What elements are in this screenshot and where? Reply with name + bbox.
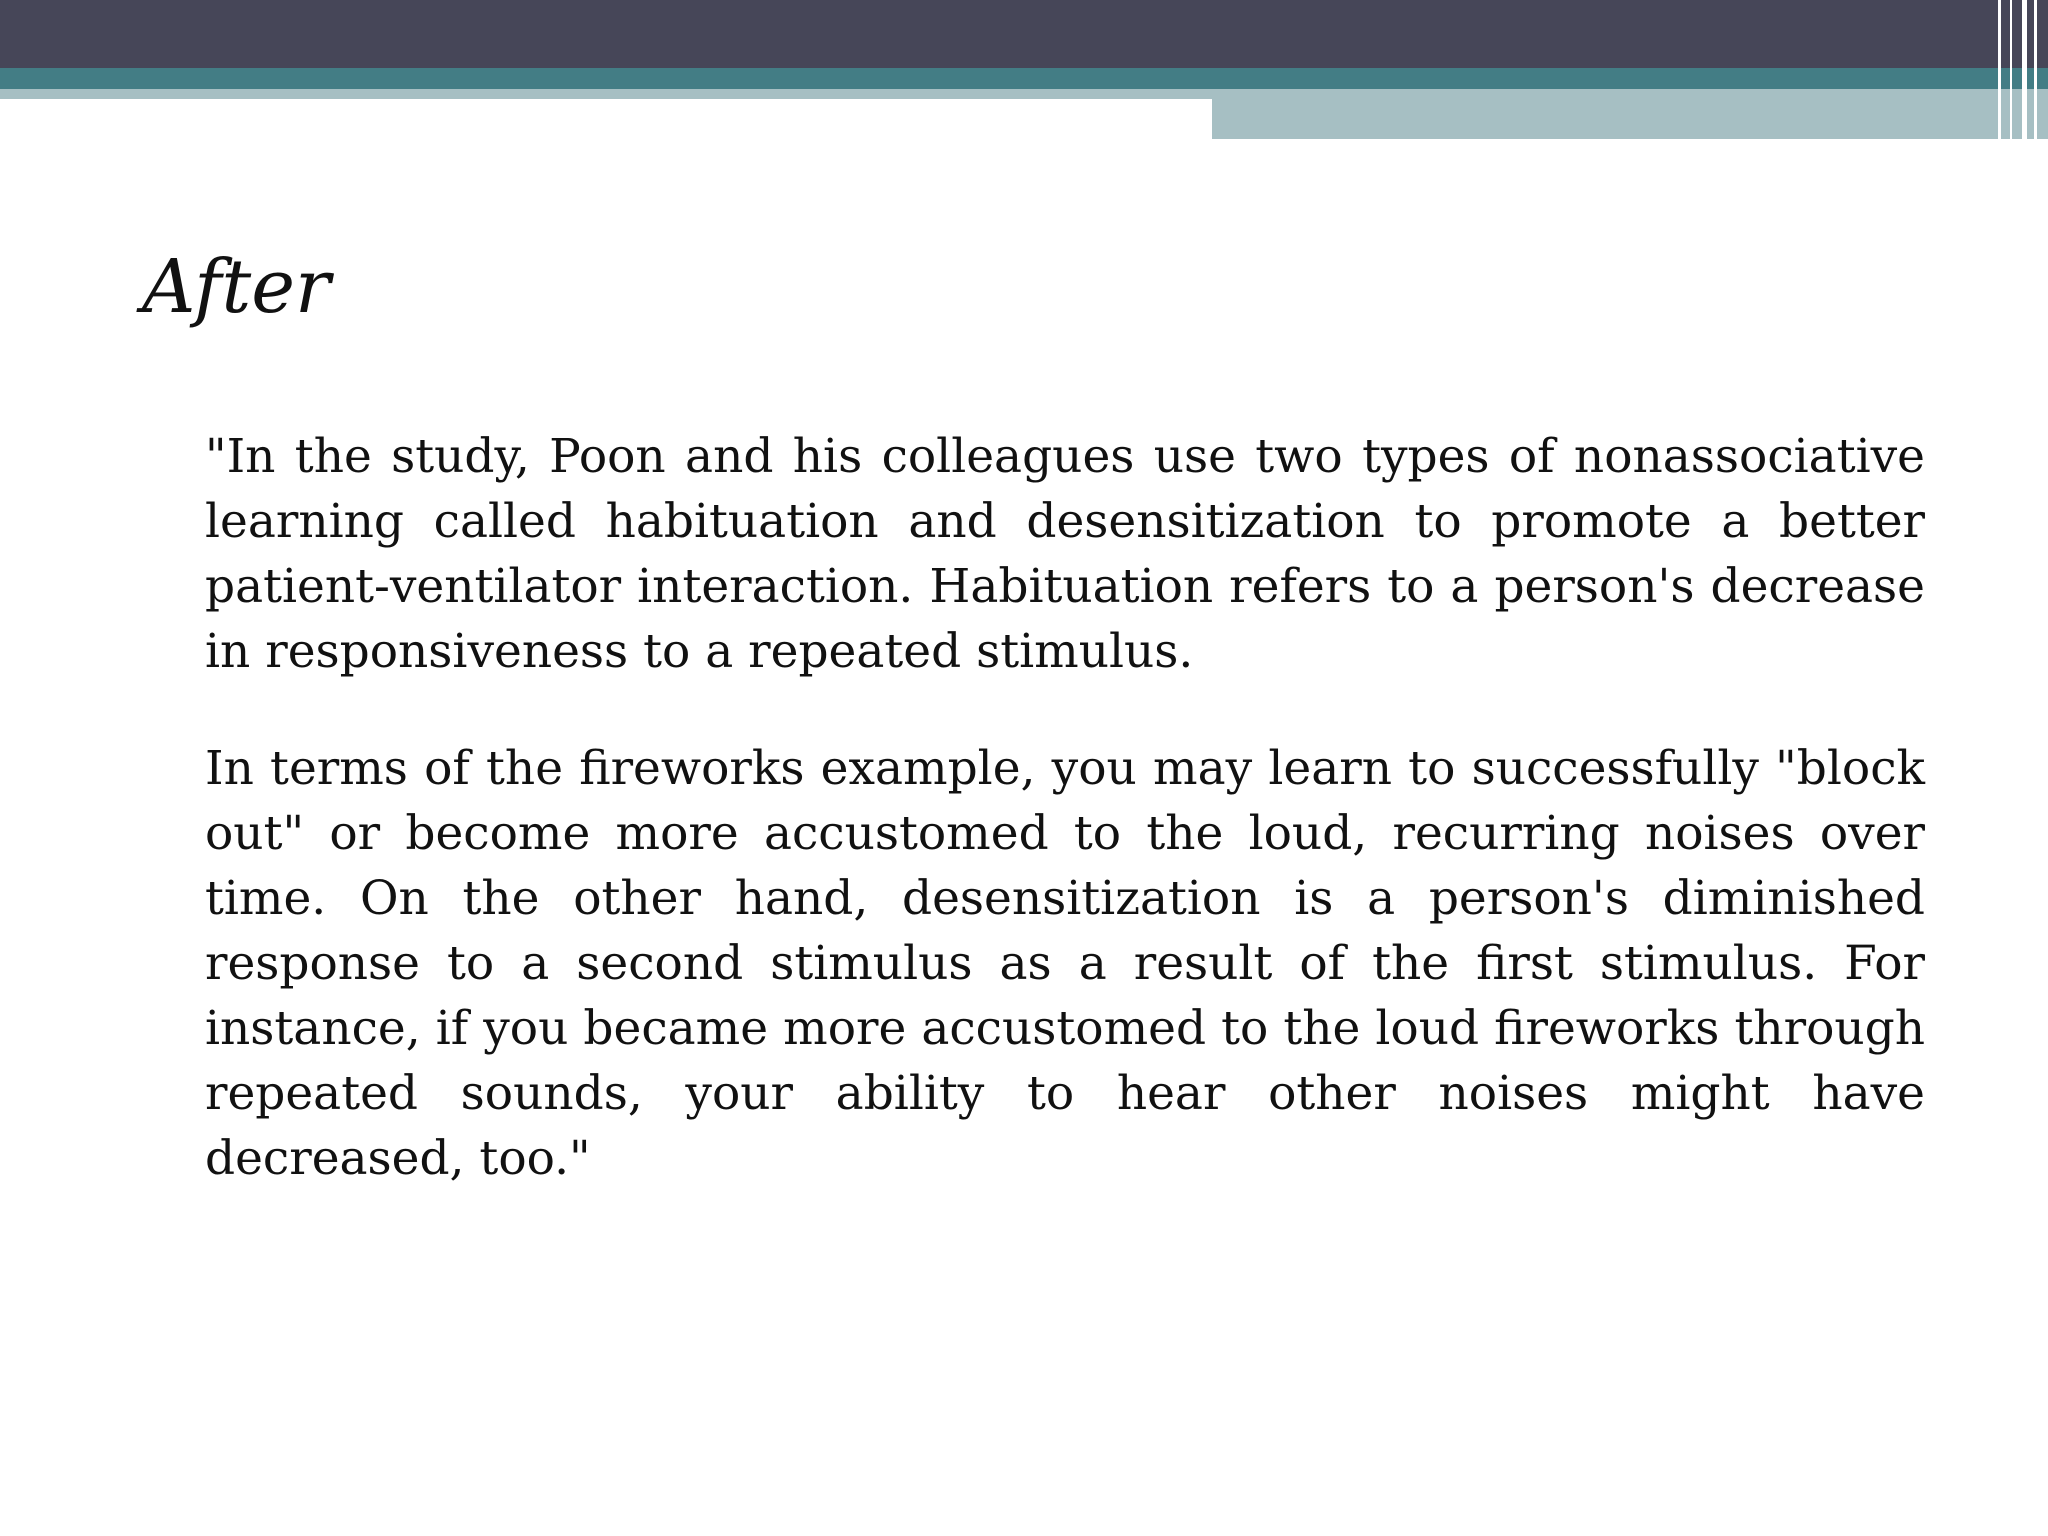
slide-body [205, 424, 1925, 1191]
header-band-light-left [0, 89, 1212, 99]
header-stripes-decoration [1984, 0, 2048, 139]
header-band-teal [0, 68, 2048, 89]
header-band-dark [0, 0, 2048, 68]
body-paragraph: In terms of the fireworks example, you may learn to successfully "block out" or become more accustomed to the loud, recurring noises over time. On the other hand, desensitization is a person's diminished response to a second stimulus as a result of the first stimulus. For instance, if you became more accustomed to the loud fireworks through repeated sounds, your ability to hear other noises might have decreased, too." [205, 741, 1925, 1186]
slide-title: After [142, 244, 331, 330]
header-band-light-right [1212, 89, 2048, 139]
body-paragraph: "In the study, Poon and his colleagues use two types of nonassociative learning called habituation and desensitization to promote a better patient-ventilator interaction. Habituation refers to a person's decrease in responsiveness to a repeated stimulus. [205, 429, 1925, 679]
